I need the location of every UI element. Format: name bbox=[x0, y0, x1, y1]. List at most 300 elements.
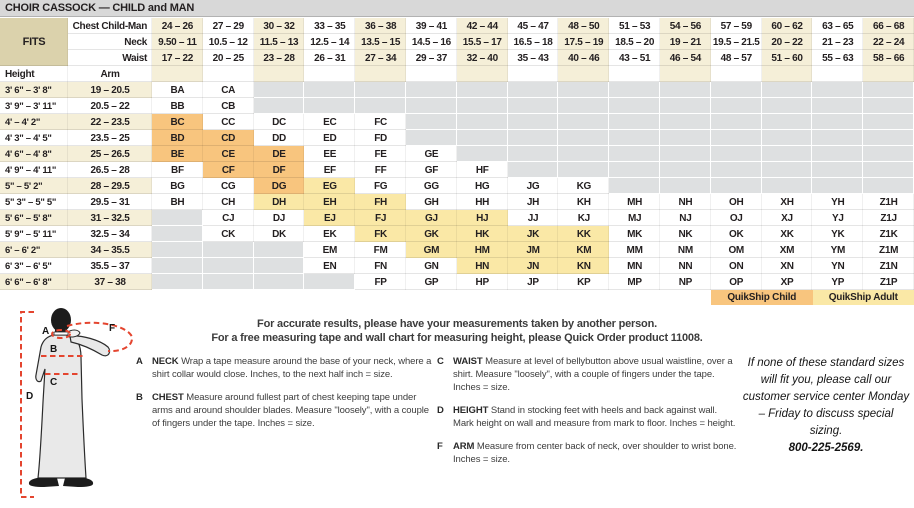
height-range-cell: 3' 6" – 3' 8" bbox=[0, 82, 68, 98]
arm-range-cell: 22 – 23.5 bbox=[68, 114, 152, 130]
size-code-cell: YK bbox=[812, 226, 863, 242]
cassock-figure-illustration bbox=[4, 307, 136, 505]
size-code-cell: GE bbox=[406, 146, 457, 162]
measurement-range-cell: 51 – 60 bbox=[762, 50, 813, 66]
instruction-key: C bbox=[437, 356, 444, 367]
size-code-cell: GF bbox=[406, 162, 457, 178]
quikship-legend-row bbox=[0, 290, 914, 305]
empty-cell bbox=[152, 210, 203, 226]
measurement-range-cell: 55 – 63 bbox=[812, 50, 863, 66]
size-code-cell: XN bbox=[762, 258, 813, 274]
empty-cell bbox=[609, 146, 660, 162]
height-range-cell: 4' 6" – 4' 8" bbox=[0, 146, 68, 162]
size-code-cell: OJ bbox=[711, 210, 762, 226]
measurement-range-cell: 23 – 28 bbox=[254, 50, 305, 66]
measurement-range-cell: 48 – 50 bbox=[558, 18, 609, 34]
empty-cell bbox=[711, 146, 762, 162]
measurement-range-cell: 14.5 – 16 bbox=[406, 34, 457, 50]
instruction-key: A bbox=[136, 356, 143, 367]
instruction-text: Measure at level of bellybutton above usual waistline, over a shirt. Measure "loosely", with a couple of fingers under the tape. Inches = size. bbox=[453, 356, 733, 393]
empty-cell bbox=[304, 98, 355, 114]
empty-cell bbox=[812, 178, 863, 194]
empty-cell bbox=[863, 130, 914, 146]
special-sizing-note bbox=[742, 355, 910, 457]
spacer-cell bbox=[609, 66, 660, 82]
size-code-cell: HJ bbox=[457, 210, 508, 226]
empty-cell bbox=[355, 82, 406, 98]
size-code-cell: FC bbox=[355, 114, 406, 130]
empty-cell bbox=[762, 114, 813, 130]
size-code-cell: MJ bbox=[609, 210, 660, 226]
measurement-range-cell: 66 – 68 bbox=[863, 18, 914, 34]
measurement-range-cell: 17 – 22 bbox=[152, 50, 203, 66]
instruction-text: Stand in stocking feet with heels and back against wall. Mark height on wall and measure from mark to floor. Inches = height. bbox=[453, 405, 736, 429]
size-code-cell: YJ bbox=[812, 210, 863, 226]
size-code-cell: EH bbox=[304, 194, 355, 210]
empty-cell bbox=[762, 146, 813, 162]
spacer-cell bbox=[355, 66, 406, 82]
arm-range-cell: 35.5 – 37 bbox=[68, 258, 152, 274]
empty-cell bbox=[609, 82, 660, 98]
empty-cell bbox=[152, 258, 203, 274]
figure-label-c: C bbox=[50, 377, 58, 388]
size-code-cell: CA bbox=[203, 82, 254, 98]
empty-cell bbox=[711, 82, 762, 98]
empty-cell bbox=[254, 274, 305, 290]
size-code-cell: KK bbox=[558, 226, 609, 242]
quikship-child-legend: QuikShip Child bbox=[711, 290, 813, 305]
measurement-range-cell: 9.50 – 11 bbox=[152, 34, 203, 50]
size-code-cell: EM bbox=[304, 242, 355, 258]
empty-cell bbox=[457, 130, 508, 146]
size-code-cell: Z1H bbox=[863, 194, 914, 210]
instruction-key: B bbox=[136, 392, 143, 403]
size-code-cell: MH bbox=[609, 194, 660, 210]
empty-cell bbox=[152, 242, 203, 258]
spacer-cell bbox=[558, 66, 609, 82]
empty-cell bbox=[355, 98, 406, 114]
measurement-range-cell: 24 – 26 bbox=[152, 18, 203, 34]
size-code-cell: NH bbox=[660, 194, 711, 210]
arm-range-cell: 37 – 38 bbox=[68, 274, 152, 290]
empty-cell bbox=[711, 98, 762, 114]
size-code-cell: EC bbox=[304, 114, 355, 130]
size-code-cell: KG bbox=[558, 178, 609, 194]
size-code-cell: JM bbox=[508, 242, 559, 258]
empty-cell bbox=[863, 162, 914, 178]
empty-cell bbox=[863, 82, 914, 98]
size-code-cell: EE bbox=[304, 146, 355, 162]
measurement-notes bbox=[0, 317, 914, 345]
empty-cell bbox=[609, 130, 660, 146]
measurement-range-cell: 30 – 32 bbox=[254, 18, 305, 34]
instruction-term: CHEST bbox=[152, 392, 184, 403]
size-code-cell: CC bbox=[203, 114, 254, 130]
special-sizing-text: If none of these standard sizes will fit you, please call our customer service center Monday – Friday to discuss special sizing. bbox=[742, 357, 910, 437]
size-code-cell: CH bbox=[203, 194, 254, 210]
size-code-cell: BE bbox=[152, 146, 203, 162]
empty-cell bbox=[508, 114, 559, 130]
size-code-cell: Z1J bbox=[863, 210, 914, 226]
size-code-cell: YP bbox=[812, 274, 863, 290]
size-code-cell: EN bbox=[304, 258, 355, 274]
empty-cell bbox=[457, 146, 508, 162]
page-title: CHOIR CASSOCK — CHILD and MAN bbox=[0, 0, 914, 17]
size-code-cell: JH bbox=[508, 194, 559, 210]
empty-cell bbox=[711, 178, 762, 194]
size-code-cell: HK bbox=[457, 226, 508, 242]
empty-cell bbox=[863, 178, 914, 194]
instruction-term: HEIGHT bbox=[453, 405, 489, 416]
measurement-range-cell: 21 – 23 bbox=[812, 34, 863, 50]
measuring-instructions-section bbox=[0, 305, 914, 508]
instruction-text: Measure from center back of neck, over shoulder to wrist bone. Inches = size. bbox=[453, 441, 737, 465]
size-code-cell: FF bbox=[355, 162, 406, 178]
instruction-body bbox=[453, 440, 739, 466]
size-code-cell: GP bbox=[406, 274, 457, 290]
size-code-cell: KN bbox=[558, 258, 609, 274]
instruction-neck bbox=[136, 355, 432, 381]
height-range-cell: 6' – 6' 2" bbox=[0, 242, 68, 258]
figure-label-d: D bbox=[26, 391, 34, 402]
measurement-range-cell: 13.5 – 15 bbox=[355, 34, 406, 50]
right-shoe bbox=[63, 478, 93, 487]
empty-cell bbox=[203, 242, 254, 258]
empty-cell bbox=[203, 258, 254, 274]
measurement-range-cell: 19 – 21 bbox=[660, 34, 711, 50]
size-code-cell: JN bbox=[508, 258, 559, 274]
spacer-cell bbox=[863, 66, 914, 82]
size-chart-table bbox=[0, 18, 914, 290]
arm-range-cell: 29.5 – 31 bbox=[68, 194, 152, 210]
measurement-range-cell: 42 – 44 bbox=[457, 18, 508, 34]
empty-cell bbox=[254, 98, 305, 114]
empty-cell bbox=[660, 130, 711, 146]
measurement-range-cell: 45 – 47 bbox=[508, 18, 559, 34]
instruction-key: F bbox=[437, 441, 443, 452]
arm-range-cell: 34 – 35.5 bbox=[68, 242, 152, 258]
measurement-range-cell: 12.5 – 14 bbox=[304, 34, 355, 50]
empty-cell bbox=[762, 130, 813, 146]
note-line-1: For accurate results, please have your measurements taken by another person. bbox=[257, 318, 657, 330]
empty-cell bbox=[660, 98, 711, 114]
empty-cell bbox=[304, 82, 355, 98]
empty-cell bbox=[558, 130, 609, 146]
measurement-range-cell: 60 – 62 bbox=[762, 18, 813, 34]
size-code-cell: CE bbox=[203, 146, 254, 162]
arm-range-cell: 25 – 26.5 bbox=[68, 146, 152, 162]
spacer-cell bbox=[304, 66, 355, 82]
size-code-cell: CD bbox=[203, 130, 254, 146]
size-code-cell: DH bbox=[254, 194, 305, 210]
instruction-body bbox=[152, 391, 432, 430]
empty-cell bbox=[152, 274, 203, 290]
size-code-cell: CK bbox=[203, 226, 254, 242]
empty-cell bbox=[762, 178, 813, 194]
measurement-range-cell: 33 – 35 bbox=[304, 18, 355, 34]
size-code-cell: BB bbox=[152, 98, 203, 114]
empty-cell bbox=[304, 274, 355, 290]
height-range-cell: 5" 3" – 5" 5" bbox=[0, 194, 68, 210]
measurement-label: Neck bbox=[68, 34, 152, 50]
measurement-range-cell: 10.5 – 12 bbox=[203, 34, 254, 50]
instruction-body bbox=[152, 355, 432, 381]
size-code-cell: KP bbox=[558, 274, 609, 290]
instructions-column-left bbox=[136, 355, 432, 440]
spacer-cell bbox=[152, 66, 203, 82]
size-code-cell: Z1K bbox=[863, 226, 914, 242]
size-code-cell: FN bbox=[355, 258, 406, 274]
instruction-height bbox=[437, 404, 739, 430]
size-code-cell: FP bbox=[355, 274, 406, 290]
empty-cell bbox=[762, 98, 813, 114]
size-code-cell: EG bbox=[304, 178, 355, 194]
instruction-chest bbox=[136, 391, 432, 430]
size-code-cell: HH bbox=[457, 194, 508, 210]
size-code-cell: GK bbox=[406, 226, 457, 242]
size-code-cell: ED bbox=[304, 130, 355, 146]
instruction-waist bbox=[437, 355, 739, 394]
measurement-range-cell: 32 – 40 bbox=[457, 50, 508, 66]
instructions-column-right bbox=[437, 355, 739, 476]
note-line-2: For a free measuring tape and wall chart for measuring height, please Quick Order product 11008. bbox=[211, 332, 703, 344]
size-code-cell: EF bbox=[304, 162, 355, 178]
measurement-range-cell: 27 – 34 bbox=[355, 50, 406, 66]
spacer-cell bbox=[812, 66, 863, 82]
empty-cell bbox=[558, 162, 609, 178]
measurement-label: Chest Child-Man bbox=[68, 18, 152, 34]
size-code-cell: CB bbox=[203, 98, 254, 114]
instruction-body bbox=[453, 404, 739, 430]
empty-cell bbox=[812, 98, 863, 114]
quikship-adult-legend: QuikShip Adult bbox=[813, 290, 914, 305]
size-code-cell: MM bbox=[609, 242, 660, 258]
size-code-cell: JG bbox=[508, 178, 559, 194]
size-code-cell: XK bbox=[762, 226, 813, 242]
spacer-cell bbox=[508, 66, 559, 82]
height-range-cell: 6' 3" – 6' 5" bbox=[0, 258, 68, 274]
measurement-range-cell: 46 – 54 bbox=[660, 50, 711, 66]
size-code-cell: XM bbox=[762, 242, 813, 258]
size-code-cell: YH bbox=[812, 194, 863, 210]
collar bbox=[54, 332, 68, 335]
size-code-cell: CF bbox=[203, 162, 254, 178]
measurement-range-cell: 58 – 66 bbox=[863, 50, 914, 66]
size-code-cell: CG bbox=[203, 178, 254, 194]
empty-cell bbox=[863, 146, 914, 162]
empty-cell bbox=[711, 130, 762, 146]
size-code-cell: OH bbox=[711, 194, 762, 210]
size-code-cell: EJ bbox=[304, 210, 355, 226]
measurement-range-cell: 36 – 38 bbox=[355, 18, 406, 34]
empty-cell bbox=[508, 98, 559, 114]
size-code-cell: MN bbox=[609, 258, 660, 274]
empty-cell bbox=[660, 178, 711, 194]
size-code-cell: DK bbox=[254, 226, 305, 242]
empty-cell bbox=[152, 226, 203, 242]
measurement-range-cell: 18.5 – 20 bbox=[609, 34, 660, 50]
size-code-cell: FE bbox=[355, 146, 406, 162]
height-range-cell: 4' 3" – 4' 5" bbox=[0, 130, 68, 146]
size-code-cell: KJ bbox=[558, 210, 609, 226]
size-code-cell: XH bbox=[762, 194, 813, 210]
fits-label: FITS bbox=[0, 18, 68, 66]
empty-cell bbox=[863, 98, 914, 114]
empty-cell bbox=[711, 162, 762, 178]
size-code-cell: EK bbox=[304, 226, 355, 242]
spacer-cell bbox=[711, 66, 762, 82]
size-code-cell: GM bbox=[406, 242, 457, 258]
measurement-range-cell: 40 – 46 bbox=[558, 50, 609, 66]
spacer-cell bbox=[660, 66, 711, 82]
empty-cell bbox=[863, 114, 914, 130]
size-code-cell: CJ bbox=[203, 210, 254, 226]
height-range-cell: 6' 6" – 6' 8" bbox=[0, 274, 68, 290]
height-range-cell: 5" – 5' 2" bbox=[0, 178, 68, 194]
size-code-cell: DC bbox=[254, 114, 305, 130]
size-code-cell: DF bbox=[254, 162, 305, 178]
empty-cell bbox=[812, 162, 863, 178]
size-code-cell: JJ bbox=[508, 210, 559, 226]
size-code-cell: FD bbox=[355, 130, 406, 146]
size-code-cell: Z1P bbox=[863, 274, 914, 290]
empty-cell bbox=[660, 162, 711, 178]
spacer-cell bbox=[254, 66, 305, 82]
size-code-cell: OP bbox=[711, 274, 762, 290]
empty-cell bbox=[508, 130, 559, 146]
figure-label-a: A bbox=[42, 326, 50, 337]
arm-column-label: Arm bbox=[68, 66, 152, 82]
instruction-key: D bbox=[437, 405, 444, 416]
empty-cell bbox=[609, 162, 660, 178]
size-code-cell: JK bbox=[508, 226, 559, 242]
instruction-text: Wrap a tape measure around the base of your neck, where a shirt collar would close. Inches, to the next half inch = size. bbox=[152, 356, 432, 380]
size-code-cell: DJ bbox=[254, 210, 305, 226]
instruction-body bbox=[453, 355, 739, 394]
measurement-range-cell: 26 – 31 bbox=[304, 50, 355, 66]
size-code-cell: YM bbox=[812, 242, 863, 258]
empty-cell bbox=[609, 114, 660, 130]
customer-service-phone: 800-225-2569. bbox=[788, 442, 864, 454]
arm-range-cell: 28 – 29.5 bbox=[68, 178, 152, 194]
empty-cell bbox=[508, 146, 559, 162]
height-range-cell: 5' 6" – 5' 8" bbox=[0, 210, 68, 226]
measurement-range-cell: 35 – 43 bbox=[508, 50, 559, 66]
measurement-range-cell: 11.5 – 13 bbox=[254, 34, 305, 50]
size-code-cell: YN bbox=[812, 258, 863, 274]
instruction-arm bbox=[437, 440, 739, 466]
empty-cell bbox=[558, 114, 609, 130]
size-code-cell: OK bbox=[711, 226, 762, 242]
size-code-cell: DE bbox=[254, 146, 305, 162]
empty-cell bbox=[812, 130, 863, 146]
empty-cell bbox=[609, 178, 660, 194]
figure-label-f: F bbox=[109, 323, 116, 334]
size-code-cell: FM bbox=[355, 242, 406, 258]
size-code-cell: BH bbox=[152, 194, 203, 210]
cassock-measurement-diagram bbox=[4, 307, 136, 505]
empty-cell bbox=[254, 82, 305, 98]
size-code-cell: NP bbox=[660, 274, 711, 290]
empty-cell bbox=[406, 82, 457, 98]
size-code-cell: JP bbox=[508, 274, 559, 290]
size-code-cell: NK bbox=[660, 226, 711, 242]
empty-cell bbox=[558, 146, 609, 162]
measurement-range-cell: 39 – 41 bbox=[406, 18, 457, 34]
spacer-cell bbox=[762, 66, 813, 82]
empty-cell bbox=[660, 114, 711, 130]
empty-cell bbox=[457, 98, 508, 114]
size-code-cell: HG bbox=[457, 178, 508, 194]
instruction-term: NECK bbox=[152, 356, 179, 367]
size-code-cell: GJ bbox=[406, 210, 457, 226]
arm-range-cell: 32.5 – 34 bbox=[68, 226, 152, 242]
empty-cell bbox=[812, 82, 863, 98]
size-code-cell: NM bbox=[660, 242, 711, 258]
height-range-cell: 3' 9" – 3' 11" bbox=[0, 98, 68, 114]
size-code-cell: HF bbox=[457, 162, 508, 178]
empty-cell bbox=[406, 98, 457, 114]
size-code-cell: BF bbox=[152, 162, 203, 178]
arm-range-cell: 19 – 20.5 bbox=[68, 82, 152, 98]
size-code-cell: ON bbox=[711, 258, 762, 274]
measurement-range-cell: 20 – 25 bbox=[203, 50, 254, 66]
measurement-range-cell: 57 – 59 bbox=[711, 18, 762, 34]
size-code-cell: HN bbox=[457, 258, 508, 274]
size-code-cell: Z1N bbox=[863, 258, 914, 274]
measurement-range-cell: 15.5 – 17 bbox=[457, 34, 508, 50]
empty-cell bbox=[609, 98, 660, 114]
size-code-cell: Z1M bbox=[863, 242, 914, 258]
measurement-label: Waist bbox=[68, 50, 152, 66]
size-code-cell: DD bbox=[254, 130, 305, 146]
size-code-cell: HM bbox=[457, 242, 508, 258]
size-code-cell: FJ bbox=[355, 210, 406, 226]
spacer-cell bbox=[457, 66, 508, 82]
arm-range-cell: 31 – 32.5 bbox=[68, 210, 152, 226]
size-code-cell: OM bbox=[711, 242, 762, 258]
size-code-cell: NJ bbox=[660, 210, 711, 226]
empty-cell bbox=[812, 114, 863, 130]
left-shoe bbox=[29, 478, 59, 487]
size-code-cell: HP bbox=[457, 274, 508, 290]
empty-cell bbox=[508, 162, 559, 178]
size-code-cell: NN bbox=[660, 258, 711, 274]
instruction-term: WAIST bbox=[453, 356, 483, 367]
arm-range-cell: 20.5 – 22 bbox=[68, 98, 152, 114]
size-code-cell: KM bbox=[558, 242, 609, 258]
empty-cell bbox=[203, 274, 254, 290]
empty-cell bbox=[711, 114, 762, 130]
measurement-range-cell: 17.5 – 19 bbox=[558, 34, 609, 50]
size-code-cell: XJ bbox=[762, 210, 813, 226]
empty-cell bbox=[457, 82, 508, 98]
size-code-cell: KH bbox=[558, 194, 609, 210]
measurement-range-cell: 20 – 22 bbox=[762, 34, 813, 50]
empty-cell bbox=[508, 82, 559, 98]
size-code-cell: BA bbox=[152, 82, 203, 98]
measurement-range-cell: 27 – 29 bbox=[203, 18, 254, 34]
height-column-label: Height bbox=[0, 66, 68, 82]
measurement-range-cell: 22 – 24 bbox=[863, 34, 914, 50]
size-code-cell: MK bbox=[609, 226, 660, 242]
measurement-range-cell: 19.5 – 21.5 bbox=[711, 34, 762, 50]
measurement-range-cell: 63 – 65 bbox=[812, 18, 863, 34]
empty-cell bbox=[406, 114, 457, 130]
height-range-cell: 4' – 4' 2" bbox=[0, 114, 68, 130]
measurement-range-cell: 51 – 53 bbox=[609, 18, 660, 34]
empty-cell bbox=[558, 82, 609, 98]
